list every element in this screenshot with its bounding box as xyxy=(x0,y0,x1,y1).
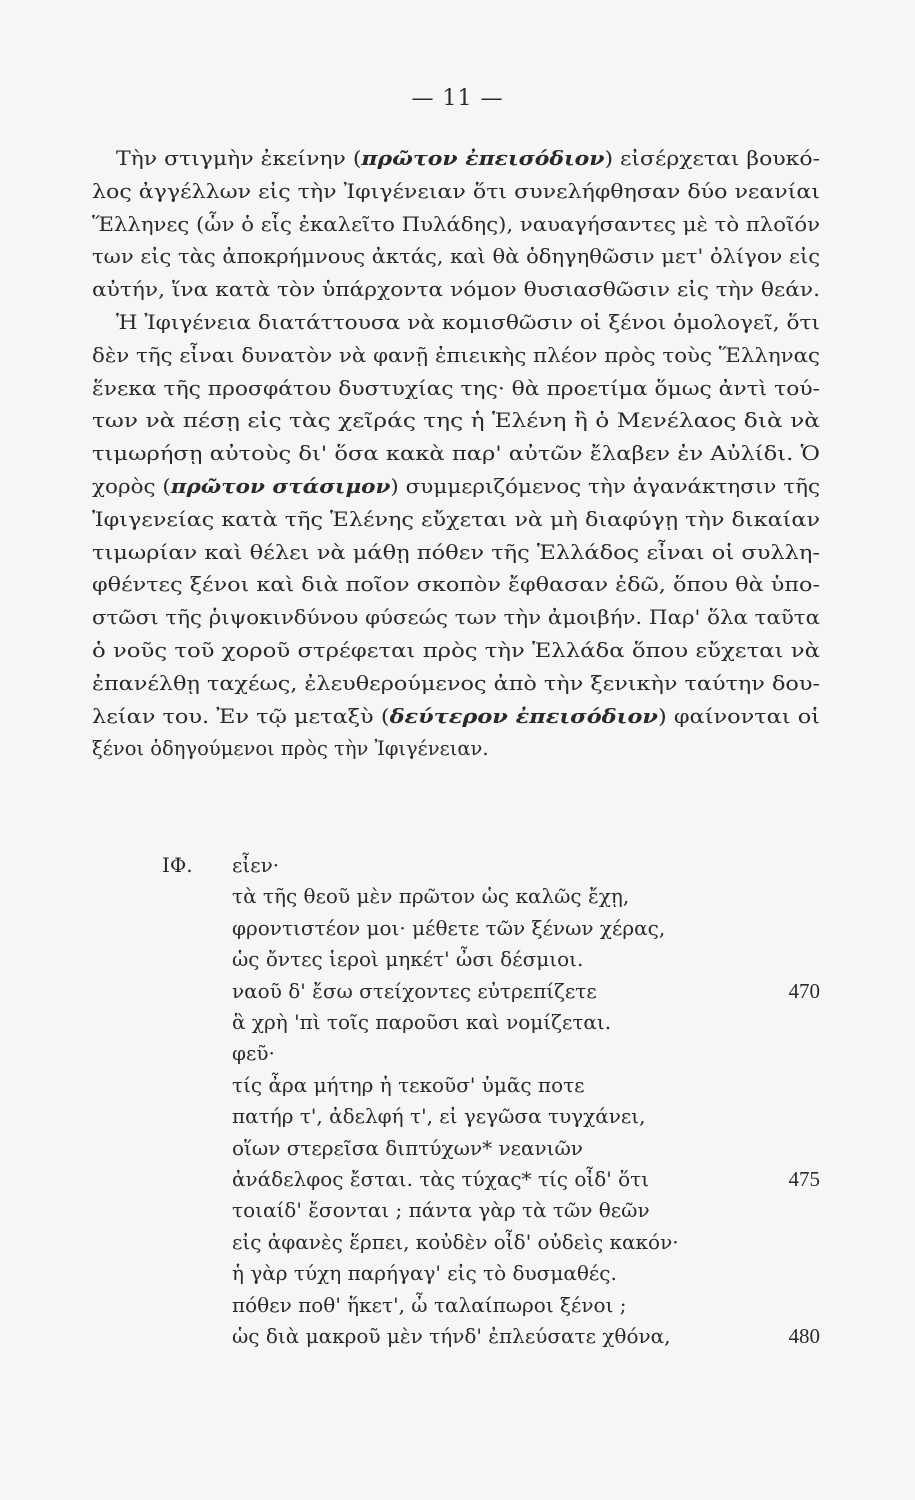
prose-text: φθέντες ξένοι καὶ διὰ ποῖον σκοπὸν ἔφθασαν ἐδῶ, ὅπου θὰ ὑπο- xyxy=(92,573,820,597)
prose-text: αὐτήν, ἵνα κατὰ τὸν ὑπάρχοντα νόμον θυσιασθῶσιν εἰς τὴν θεάν. xyxy=(92,278,820,302)
prose-text: ὁ νοῦς τοῦ χοροῦ στρέφεται πρὸς τὴν Ἑλλάδα ὅπου εὔχεται νὰ xyxy=(92,638,820,662)
prose-text: ξένοι ὁδηγούμενοι πρὸς τὴν Ἰφιγένειαν. xyxy=(92,737,489,761)
prose-text: τιμωρίαν καὶ θέλει νὰ μάθῃ πόθεν τῆς Ἑλλάδος εἶναι οἱ συλλη- xyxy=(92,540,820,564)
verse-line: ἡ γὰρ τύχη παρήγαγ' εἰς τὸ δυσμαθές. xyxy=(232,1261,617,1286)
verse-line: τοιαίδ' ἔσονται ; πάντα γὰρ τὰ τῶν θεῶν xyxy=(232,1198,650,1223)
verse-line: ὡς διὰ μακροῦ μὲν τήνδ' ἐπλεύσατε χθόνα, xyxy=(232,1324,671,1348)
verse-line: φεῦ· xyxy=(232,1041,275,1066)
section-term: πρῶτον ἐπεισόδιον xyxy=(361,147,605,170)
verse-line: εἶεν· xyxy=(232,853,280,877)
verse-line: εἰς ἀφανὲς ἕρπει, κοὐδὲν οἶδ' οὐδεὶς κακόν· xyxy=(232,1229,679,1254)
verse-line: ἀνάδελφος ἔσται. τὰς τύχας* τίς οἶδ' ὅτι xyxy=(232,1167,650,1191)
prose-text: ἐπανέλθῃ ταχέως, ἐλευθερούμενος ἀπὸ τὴν ξενικὴν ταύτην δου- xyxy=(92,671,820,695)
verse-line: ναοῦ δ' ἔσω στείχοντες εὐτρεπίζετε xyxy=(232,978,597,1003)
section-term: πρῶτον στάσιμον xyxy=(170,474,391,498)
prose-text: των νὰ πέσῃ εἰς τὰς χεῖράς της ἡ Ἑλένη ἢ ὁ Μενέλαος διὰ νὰ xyxy=(92,409,821,433)
line-number: 470 xyxy=(788,978,820,1003)
prose-text: ) εἰσέρχεται βουκό- xyxy=(604,147,820,170)
prose-text: Τὴν στιγμὴν ἐκείνην ( xyxy=(116,147,362,170)
page-number: — 11 — xyxy=(411,86,504,111)
prose-text: ) συμμεριζόμενος τὴν ἀγανάκτησιν τῆς xyxy=(390,474,820,498)
verse-line: τὰ τῆς θεοῦ μὲν πρῶτον ὡς καλῶς ἔχῃ, xyxy=(232,884,630,909)
prose-text: τιμωρήσῃ αὐτοὺς δι' ὅσα κακὰ παρ' αὐτῶν ἔλαβεν ἐν Αὐλίδι. Ὁ xyxy=(92,442,820,466)
prose-text: Ἕλληνες (ὧν ὁ εἷς ἐκαλεῖτο Πυλάδης), ναυαγήσαντες μὲ τὸ πλοῖόν xyxy=(92,212,821,236)
prose-text: λος ἀγγέλλων εἰς τὴν Ἰφιγένειαν ὅτι συνελήφθησαν δύο νεανίαι xyxy=(92,179,820,203)
verse-line: πατήρ τ', ἀδελφή τ', εἰ γεγῶσα τυγχάνει, xyxy=(232,1104,646,1129)
line-number: 475 xyxy=(788,1167,820,1191)
verse-line: οἵων στερεῖσα διπτύχων* νεανιῶν xyxy=(232,1135,583,1160)
prose-text: δὲν τῆς εἶναι δυνατὸν νὰ φανῇ ἐπιεικὴς πλέον πρὸς τοὺς Ἕλληνας xyxy=(92,343,820,367)
prose-text: Ἰφιγενείας κατὰ τῆς Ἑλένης εὔχεται νὰ μὴ διαφύγῃ τὴν δικαίαν xyxy=(92,507,820,531)
prose-text: λείαν του. Ἐν τῷ μεταξὺ ( xyxy=(92,704,390,728)
verse-line: τίς ἆρα μήτηρ ἡ τεκοῦσ' ὑμᾶς ποτε xyxy=(232,1072,585,1097)
prose-text: ἕνεκα τῆς προσφάτου δυστυχίας της· θὰ προετίμα ὅμως ἀντὶ τού- xyxy=(92,376,820,400)
line-number: 480 xyxy=(788,1324,820,1348)
prose-text: χορὸς ( xyxy=(92,474,171,498)
prose-text: Ἡ Ἰφιγένεια διατάττουσα νὰ κομισθῶσιν οἱ ξένοι ὁμολογεῖ, ὅτι xyxy=(116,310,820,334)
verse-line: πόθεν ποθ' ἥκετ', ὦ ταλαίπωροι ξένοι ; xyxy=(232,1292,627,1317)
prose-text: ) φαίνονται οἱ xyxy=(657,704,820,728)
verse-line: ὡς ὄντες ἱεροὶ μηκέτ' ὦσι δέσμιοι. xyxy=(232,947,584,972)
verse-line: φροντιστέον μοι· μέθετε τῶν ξένων χέρας, xyxy=(232,915,666,940)
prose-text: των εἰς τὰς ἀποκρήμνους ἀκτάς, καὶ θὰ ὁδηγηθῶσιν μετ' ὀλίγον εἰς xyxy=(92,245,820,269)
prose-text: στῶσι τῆς ῥιψοκινδύνου φύσεώς των τὴν ἀμοιβήν. Παρ' ὅλα ταῦτα xyxy=(92,606,821,630)
section-term: δεύτερον ἐπεισόδιον xyxy=(389,704,658,728)
speaker-label: ΙΦ. xyxy=(162,853,193,877)
verse-line: ἃ χρὴ 'πὶ τοῖς παροῦσι καὶ νομίζεται. xyxy=(232,1010,612,1034)
